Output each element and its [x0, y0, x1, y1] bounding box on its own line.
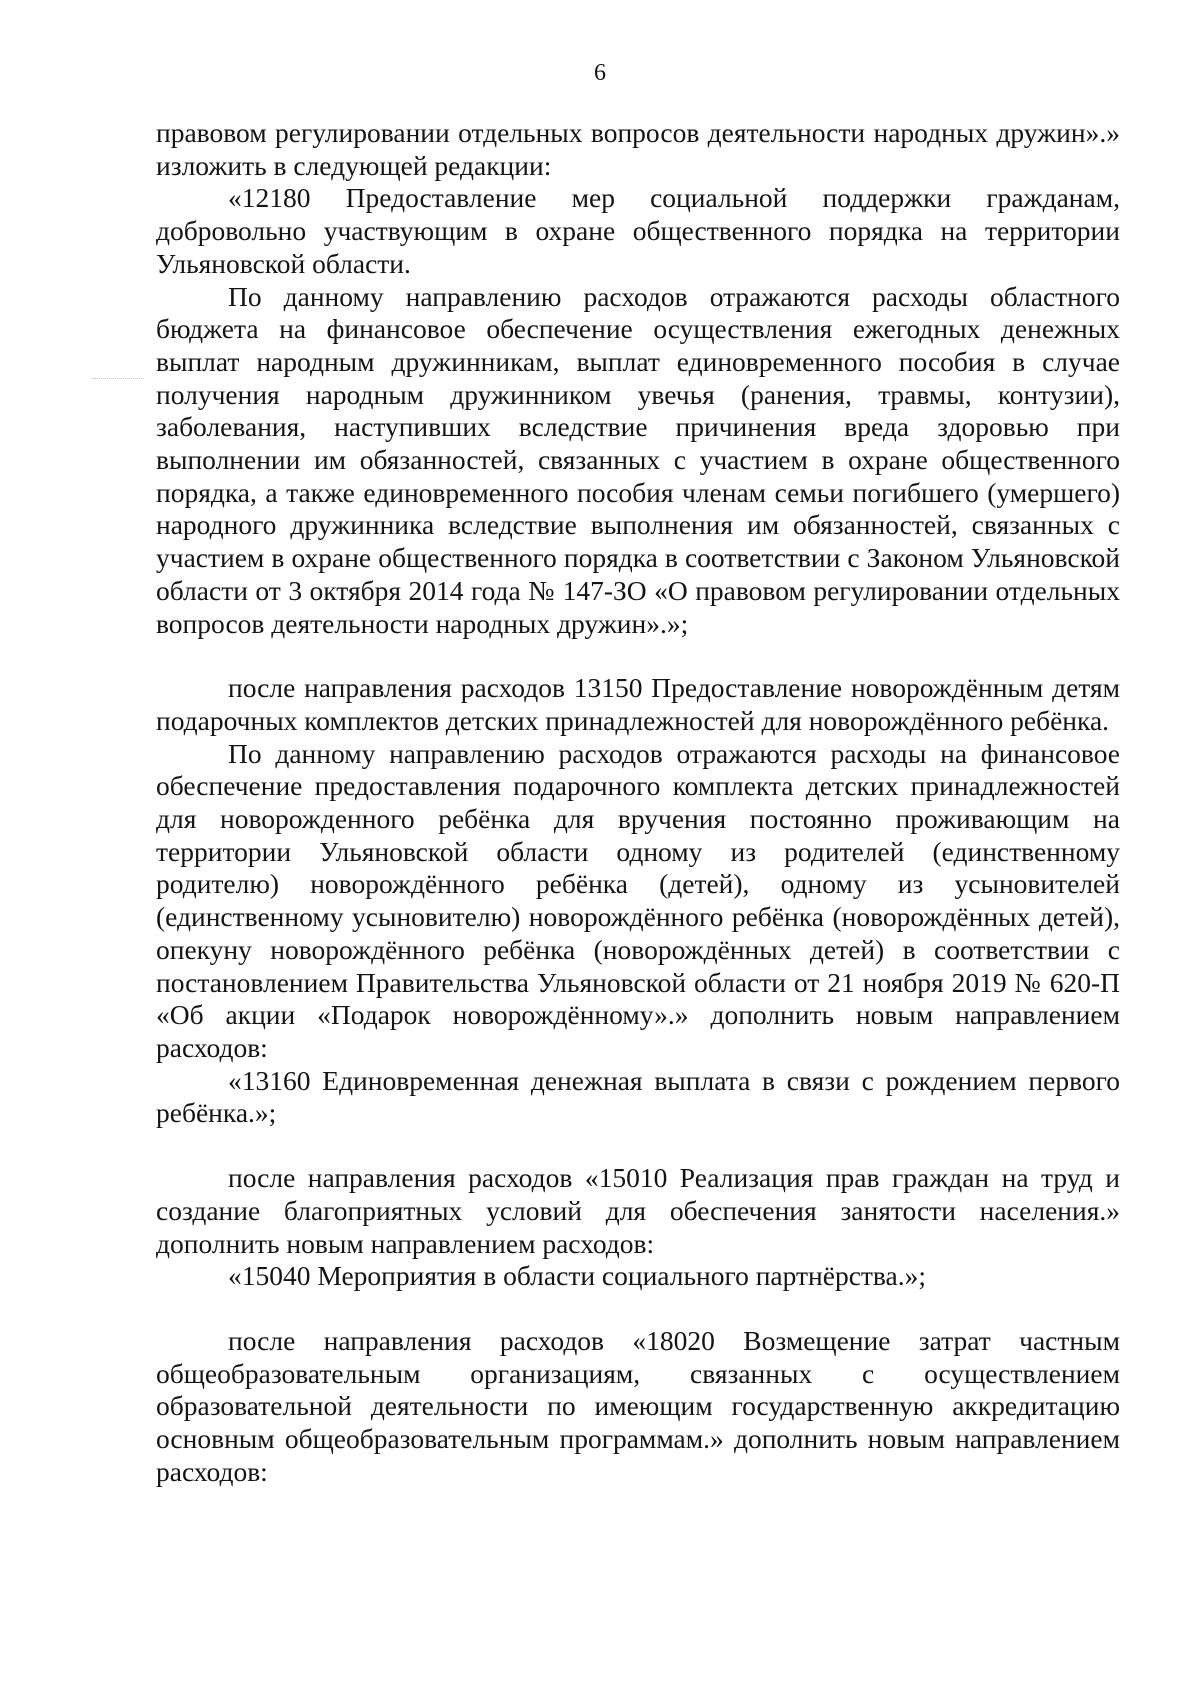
paragraph-after-15010: после направления расходов «15010 Реализация прав граждан на труд и создание благоприятных условий для обеспечения занятости населения.» дополнить новым направлением расходов:: [156, 1162, 1120, 1259]
paragraph-expense-15040-title: «15040 Мероприятия в области социального партнёрства.»;: [228, 1260, 927, 1292]
scan-artifact-mark: [92, 378, 144, 379]
paragraph-after-18020: после направления расходов «18020 Возмещение затрат частным общеобразовательным организациям, связанных с осуществлением образовательной деятельности по имеющим государственную аккредитацию основным общеобразовательным программам.» дополнить новым направлением расходов:: [156, 1324, 1120, 1487]
paragraph-expense-12180-title: «12180 Предоставление мер социальной поддержки гражданам, добровольно участвующим в охране общественного порядка на территории Ульяновской области.: [156, 182, 1120, 279]
paragraph-expense-13150-description: По данному направлению расходов отражаются расходы на финансовое обеспечение предоставления подарочного комплекта детских принадлежностей для новорожденного ребёнка для вручения постоянно проживающим на территории Ульяновской области одному из родителей (единственному родителю) новорождённого ребёнка (детей), одному из усыновителей (единственному усыновителю) новорождённого ребёнка (новорождённых детей), опекуну новорождённого ребёнка (новорождённых детей) в соответствии с постановлением Правительства Ульяновской области от 21 ноября 2019 № 620-П «Об акции «Подарок новорождённому».» дополнить новым направлением расходов:: [156, 737, 1120, 1063]
paragraph-after-13150: после направления расходов 13150 Предоставление новорождённым детям подарочных комплектов детских принадлежностей для новорождённого ребёнка.: [156, 672, 1120, 736]
paragraph-continuation: правовом регулировании отдельных вопросов деятельности народных дружин».» изложить в следующей редакции:: [156, 117, 1120, 181]
paragraph-expense-13160-title: «13160 Единовременная денежная выплата в связи с рождением первого ребёнка.»;: [156, 1064, 1120, 1129]
document-body: [156, 117, 1120, 1488]
paragraph-expense-12180-description: По данному направлению расходов отражаются расходы областного бюджета на финансовое обеспечение осуществления ежегодных денежных выплат народным дружинникам, выплат единовременного пособия в случае получения народным дружинником увечья (ранения, травмы, контузии), заболевания, наступивших вследствие причинения вреда здоровью при выполнении им обязанностей, связанных с участием в охране общественного порядка, а также единовременного пособия членам семьи погибшего (умершего) народного дружинника вследствие выполнения им обязанностей, связанных с участием в охране общественного порядка в соответствии с Законом Ульяновской области от 3 октября 2014 года № 147-ЗО «О правовом регулировании отдельных вопросов деятельности народных дружин».»;: [156, 280, 1120, 639]
page-number: 6: [594, 60, 606, 86]
